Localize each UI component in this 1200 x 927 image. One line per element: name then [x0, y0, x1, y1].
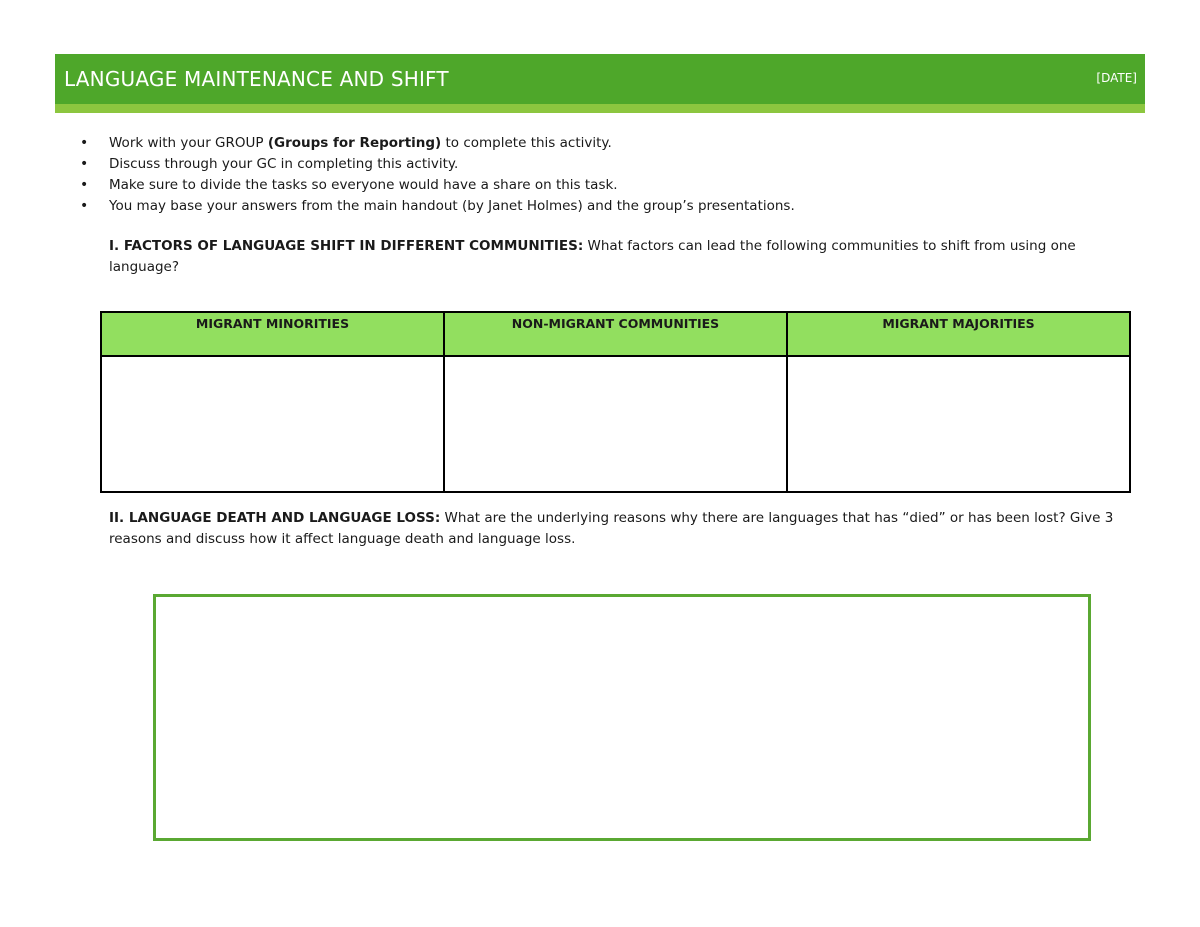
answer-cell-migrant-minorities[interactable]: [101, 356, 444, 492]
answer-box[interactable]: [153, 594, 1091, 841]
instruction-item: [80, 196, 795, 217]
instruction-item: [80, 175, 795, 196]
column-header-migrant-majorities: MIGRANT MAJORITIES: [787, 312, 1130, 356]
column-header-migrant-minorities: MIGRANT MINORITIES: [101, 312, 444, 356]
section-1-prompt: [109, 236, 1144, 278]
header-bar: [55, 54, 1145, 104]
section-2-heading: II. LANGUAGE DEATH AND LANGUAGE LOSS:: [109, 510, 441, 526]
instruction-item: [80, 154, 795, 175]
page-title: LANGUAGE MAINTENANCE AND SHIFT: [64, 67, 449, 91]
table-header-row: [101, 312, 1130, 356]
header-underline: [55, 104, 1145, 113]
date-placeholder[interactable]: [DATE]: [1096, 71, 1137, 85]
instruction-item: [80, 133, 795, 154]
answer-cell-non-migrant-communities[interactable]: [444, 356, 787, 492]
factors-table: [100, 311, 1131, 493]
table-row: [101, 356, 1130, 492]
section-1-text: What factors can lead the following communities to shift from using one language?: [109, 238, 1076, 275]
column-header-non-migrant-communities: NON-MIGRANT COMMUNITIES: [444, 312, 787, 356]
instruction-text: Work with your GROUP: [109, 135, 268, 151]
instruction-text: Discuss through your GC in completing this activity.: [109, 156, 459, 172]
answer-cell-migrant-majorities[interactable]: [787, 356, 1130, 492]
instruction-text: Make sure to divide the tasks so everyone would have a share on this task.: [109, 177, 618, 193]
section-2-prompt: [109, 508, 1144, 550]
section-1-heading: I. FACTORS OF LANGUAGE SHIFT IN DIFFERENT COMMUNITIES:: [109, 238, 584, 254]
instruction-text: to complete this activity.: [441, 135, 612, 151]
instructions-list: [80, 133, 795, 217]
instruction-text: You may base your answers from the main handout (by Janet Holmes) and the group’s presentations.: [109, 198, 795, 214]
instruction-bold-text: (Groups for Reporting): [267, 135, 442, 151]
section-2-text: What are the underlying reasons why there are languages that has “died” or has been lost? Give 3 reasons and discuss how it affect language death and language loss.: [109, 510, 1114, 547]
